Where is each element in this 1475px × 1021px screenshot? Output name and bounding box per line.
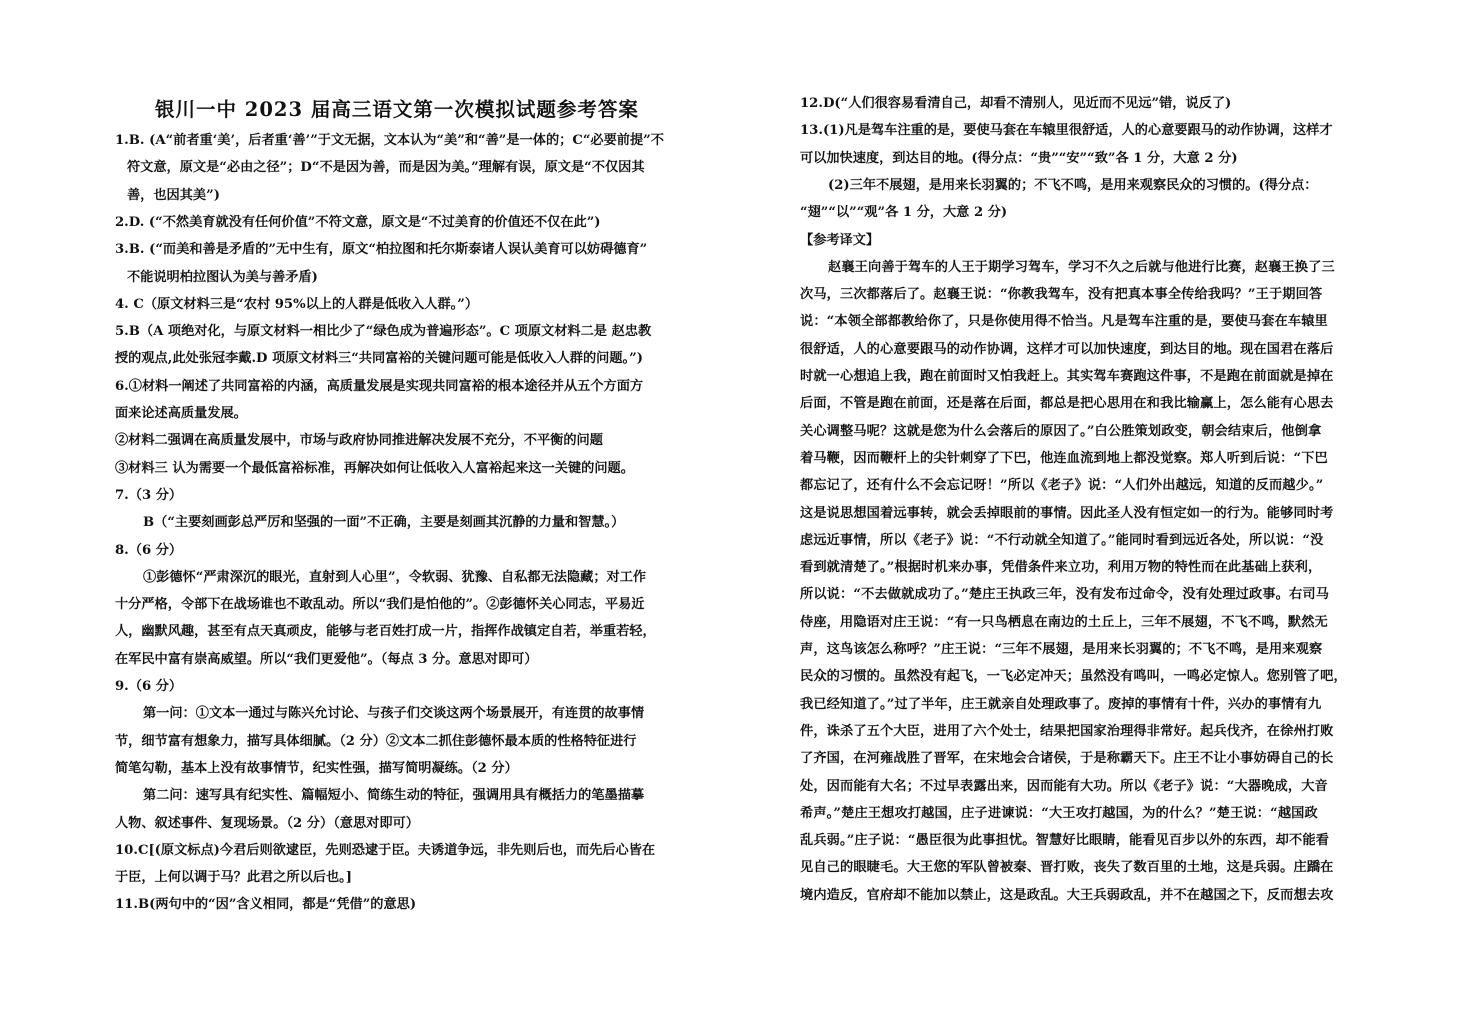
translation-line: 侍座，用隐语对庄王说：“有一只鸟栖息在南边的土丘上，三年不展翅，不飞不鸣，默然无	[800, 614, 1328, 630]
translation-line: 后面，不管是跑在前面，还是落在后面，都总是把心思用在和我比输赢上，怎么能有心思去	[800, 396, 1334, 412]
translation-line: 赵襄王向善于驾车的人王于期学习驾车，学习不久之后就与他进行比赛，赵襄王换了三	[828, 259, 1335, 275]
translation-line: 件，诛杀了五个大臣，进用了六个处士，结果把国家治理得非常好。起兵伐齐，在徐州打败	[800, 723, 1334, 739]
answer-line: 10.C[(原文标点)今君后则欲逮臣，先则恐逮于臣。夫诱道争远，非先则后也，而先后心皆在	[115, 842, 656, 858]
translation-line: 乱兵弱。”庄子说：“愚臣很为此事担忧。智慧好比眼睛，能看见百步以外的东西，却不能看	[800, 833, 1330, 849]
answer-line: 第一问：①文本一通过与陈兴允讨论、与孩子们交谈这两个场景展开，有连贯的故事情	[143, 706, 645, 722]
answer-line: 可以加快速度，到达目的地。(得分点：“贵”“安”“致”各 1 分，大意 2 分)	[800, 150, 1238, 166]
answer-line: 人物、叙述事件、复现场景。（2 分）（意思对即可）	[115, 815, 419, 831]
translation-line: 所以说：“不去做就成功了。”楚庄王执政三年，没有发布过命令，没有处理过政事。右司马	[800, 587, 1330, 603]
answer-line: 于臣，上何以调于马？此君之所以后也。]	[115, 870, 353, 886]
answer-line: 2.D. (“不然美育就没有任何价值”不符文意，原文是“不过美育的价值还不仅在此”)	[115, 214, 601, 230]
translation-line: 希声。”楚庄王想攻打越国，庄子进谏说：“大王攻打越国，为的什么？”楚王说：“越国政	[800, 805, 1318, 821]
answer-line: 3.B. (“而美和善是矛盾的”无中生有，原文“柏拉图和托尔斯泰诸人误认美育可以妨碍德育”	[115, 242, 648, 258]
translation-line: 声，这鸟该怎么称呼？”庄王说：“三年不展翅，是用来长羽翼的；不飞不鸣，是用来观察	[800, 642, 1323, 657]
translation-line: 虑远近事情，所以《老子》说：“不行动就全知道了。”能同时看到远近各处，所以说：“没	[800, 532, 1324, 548]
answer-line: 12.D(“人们很容易看清自己，却看不清别人，见近而不见远”错，说反了)	[800, 96, 1232, 111]
translation-line: 很舒适，人的心意要跟马的动作协调，这样才可以加快速度，到达目的地。现在国君在落后	[800, 341, 1334, 357]
answer-line: “翅”“以”“观”各 1 分，大意 2 分)	[800, 205, 1008, 221]
answer-line: 授的观点,此处张冠李戴.D 项原文材料三“共同富裕的关键问题可能是低收入人群的问题。”)	[115, 351, 643, 367]
translation-line: 处，因而能有大名；不过早表露出来，因而能有大功。所以《老子》说：“大器晚成，大音	[800, 778, 1328, 794]
answer-line: ②材料二强调在高质量发展中，市场与政府协同推进解决发展不充分，不平衡的问题	[115, 433, 603, 449]
answer-line: 4. C（原文材料三是“农村 95%以上的人群是低收入人群。”）	[115, 296, 479, 312]
translation-line: 着马鞭，因而鞭杆上的尖针刺穿了下巴，他连血流到地上都没觉察。郑人听到后说：“下巴	[800, 450, 1328, 466]
page-title: 银川一中 2023 届高三语文第一次模拟试题参考答案	[155, 98, 639, 121]
answer-line: 13.(1)凡是驾车注重的是，要使马套在车辕里很舒适，人的心意要跟马的动作协调，这样才	[800, 123, 1333, 139]
translation-line: 关心调整马呢？这就是您为什么会落后的原因了。”白公胜策划政变，朝会结束后，他倒拿	[800, 423, 1322, 439]
translation-line: 都忘记了，还有什么不会忘记呀！”所以《老子》说：“人们外出越远，知道的反而越少。”	[800, 478, 1324, 494]
answer-line: 11.B(两句中的“因”含义相同，都是“凭借”的意思)	[115, 897, 417, 913]
translation-line: 说：“本领全部都教给你了，只是你使用得不恰当。凡是驾车注重的是，要使马套在车辕里	[800, 314, 1328, 330]
answer-line: 善，也因其美”)	[127, 187, 220, 203]
answer-line: 节，细节富有想象力，描写具体细腻。（2 分）②文本二抓住彭德怀最本质的性格特征进行	[115, 733, 637, 749]
answer-line: B（“主要刻画彭总严厉和坚强的一面”不正确，主要是刻画其沉静的力量和智慧。）	[143, 515, 625, 531]
answer-line: ①彭德怀“严肃深沉的眼光，直射到人心里”，令软弱、犹豫、自私都无法隐藏；对工作	[143, 569, 647, 585]
answer-line: 第二问：速写具有纪实性、篇幅短小、简练生动的特征，强调用具有概括力的笔墨描摹	[143, 788, 645, 804]
answer-line: (2)三年不展翅，是用来长羽翼的；不飞不鸣，是用来观察民众的习惯的。(得分点：	[828, 177, 1318, 193]
translation-line: 了齐国，在河雍战胜了晋军，在宋地会合诸侯，于是称霸天下。庄王不让小事妨碍自己的长	[800, 751, 1334, 767]
answer-line: 5.B（A 项绝对化，与原文材料一相比少了“绿色成为普遍形态”。C 项原文材料二是 赵忠教	[115, 324, 652, 340]
translation-line: 时就一心想追上我，跑在前面时又怕我赶上。其实驾车赛跑这件事，不是跑在前面就是掉在	[800, 369, 1334, 384]
answer-line: 不能说明柏拉图认为美与善矛盾)	[127, 269, 318, 285]
answer-line: ③材料三 认为需要一个最低富裕标准，再解决如何让低收入人富裕起来这一关键的问题。	[115, 460, 634, 476]
translation-line: 看到就清楚了。”根据时机来办事，凭借条件来立功，利用万物的特性而在此基础上获利，	[800, 560, 1322, 576]
translation-heading: 【参考译文】	[800, 232, 880, 248]
answer-line: 在军民中富有崇高威望。所以“我们更爱他”。（每点 3 分。意思对即可）	[115, 651, 538, 667]
answer-line: 简笔勾勒，基本上没有故事情节，纪实性强，描写简明凝练。（2 分）	[115, 760, 518, 776]
answer-line: 9.（6 分）	[115, 679, 183, 694]
translation-line: 次马，三次都落后了。赵襄王说：“你教我驾车，没有把真本事全传给我吗？”王于期回答	[800, 287, 1323, 303]
translation-line: 民众的习惯的。虽然没有起飞，一飞必定冲天；虽然没有鸣叫，一鸣必定惊人。您别管了吧，	[800, 669, 1347, 685]
answer-line: 符文意，原文是“必由之径”；D“不是因为善，而是因为美。”理解有误，原文是“不仅因其	[127, 160, 645, 176]
answer-line: 8.（6 分）	[115, 542, 183, 558]
answer-line: 人，幽默风趣，甚至有点天真顽皮，能够与老百姓打成一片，指挥作战镇定自若，举重若轻，	[115, 624, 656, 640]
answer-line: 7.（3 分）	[115, 487, 183, 503]
translation-line: 这是说思想国着远事转，就会丢掉眼前的事情。因此圣人没有恒定如一的行为。能够同时考	[800, 505, 1334, 521]
answer-line: 十分严格，令部下在战场谁也不敢乱动。所以“我们是怕他的”。②彭德怀关心同志，平易近	[115, 597, 645, 613]
translation-line: 境内造反，官府却不能加以禁止，这是政乱。大王兵弱政乱，并不在越国之下，反而想去攻	[800, 887, 1334, 903]
answer-line: 面来论述高质量发展。	[115, 406, 247, 421]
answer-line: 1.B. (A“前者重‘美’，后者重‘善’”于文无据，文本认为“美”和“善”是一体的；C“必要前提”不	[115, 133, 664, 148]
answer-line: 6.①材料一阐述了共同富裕的内涵，高质量发展是实现共同富裕的根本途径并从五个方面方	[115, 378, 644, 394]
translation-line: 见自己的眼睫毛。大王您的军队曾被秦、晋打败，丧失了数百里的土地，这是兵弱。庄蹻在	[800, 860, 1334, 876]
translation-line: 我已经知道了。”过了半年，庄王就亲自处理政事了。废掉的事情有十件，兴办的事情有九	[800, 696, 1322, 712]
